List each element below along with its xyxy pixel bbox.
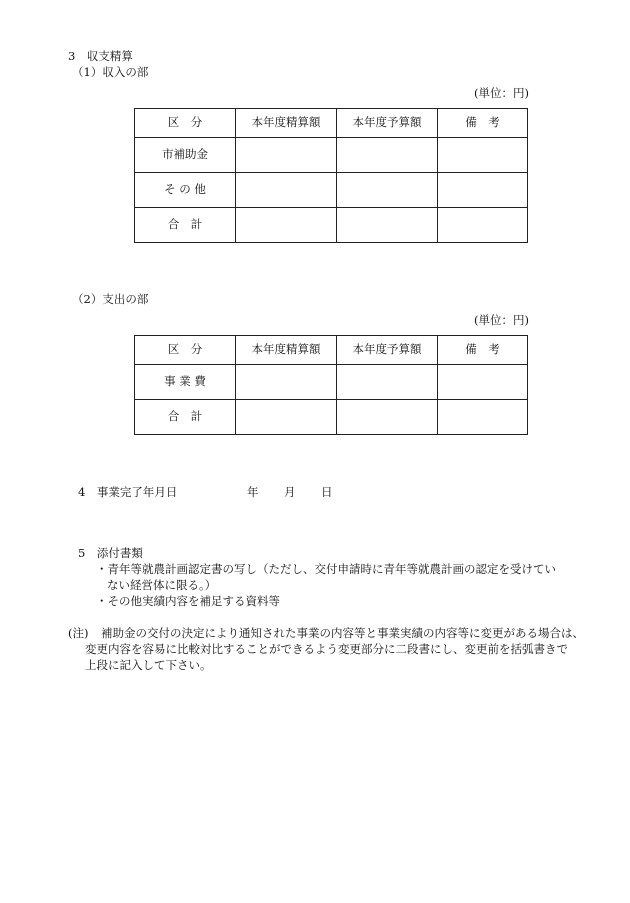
- income-remarks-cell[interactable]: [438, 173, 528, 208]
- expense-col-category: 区 分: [135, 336, 236, 365]
- expense-row-label: 事 業 費: [135, 365, 236, 400]
- income-col-category: 区 分: [135, 109, 236, 138]
- income-settled-cell[interactable]: [236, 208, 337, 243]
- expense-remarks-cell[interactable]: [438, 400, 528, 435]
- section4-heading: 4 事業完了年月日: [78, 485, 178, 499]
- expense-settled-cell[interactable]: [236, 400, 337, 435]
- completion-month-label: 月: [284, 485, 296, 499]
- expense-heading: （2）支出の部: [72, 292, 149, 306]
- income-unit: (単位：円): [474, 86, 529, 100]
- attachment-item-1-line1: ・青年等就農計画認定書の写し（ただし、交付申請時に青年等就農計画の認定を受けてい: [96, 562, 556, 576]
- note-line-2: 変更内容を容易に比較対比することができるよう変更部分に二段書にし、変更前を括弧書きで: [85, 642, 568, 656]
- expense-table: [134, 335, 528, 435]
- attachment-item-2: ・その他実績内容を補足する資料等: [96, 594, 280, 608]
- expense-col-settled: 本年度精算額: [236, 336, 337, 365]
- income-row-label: そ の 他: [135, 173, 236, 208]
- table-row: [135, 173, 528, 208]
- table-row: [135, 138, 528, 173]
- table-row: [135, 365, 528, 400]
- attachment-item-1-line2: ない経営体に限る。）: [107, 578, 217, 592]
- table-row: [135, 400, 528, 435]
- income-heading: （1）収入の部: [72, 65, 149, 79]
- income-row-label: 市補助金: [135, 138, 236, 173]
- income-remarks-cell[interactable]: [438, 138, 528, 173]
- note-line-1: 補助金の交付の決定により通知された事業の内容等と事業実績の内容等に変更がある場合は、: [101, 626, 584, 640]
- expense-settled-cell[interactable]: [236, 365, 337, 400]
- income-col-settled: 本年度精算額: [236, 109, 337, 138]
- section3-heading: 3 収支精算: [68, 49, 133, 63]
- income-table: [134, 108, 528, 243]
- expense-budget-cell[interactable]: [337, 400, 438, 435]
- table-row: [135, 208, 528, 243]
- income-settled-cell[interactable]: [236, 138, 337, 173]
- income-budget-cell[interactable]: [337, 173, 438, 208]
- expense-col-remarks: 備 考: [438, 336, 528, 365]
- expense-row-label: 合 計: [135, 400, 236, 435]
- expense-header-row: [135, 336, 528, 365]
- section5-heading: 5 添付書類: [78, 546, 143, 560]
- income-budget-cell[interactable]: [337, 138, 438, 173]
- expense-col-budget: 本年度予算額: [337, 336, 438, 365]
- income-row-label: 合 計: [135, 208, 236, 243]
- income-settled-cell[interactable]: [236, 173, 337, 208]
- income-col-budget: 本年度予算額: [337, 109, 438, 138]
- completion-year-label: 年: [247, 485, 259, 499]
- expense-unit: (単位：円): [474, 313, 529, 327]
- completion-day-label: 日: [321, 485, 333, 499]
- expense-remarks-cell[interactable]: [438, 365, 528, 400]
- expense-budget-cell[interactable]: [337, 365, 438, 400]
- income-remarks-cell[interactable]: [438, 208, 528, 243]
- income-header-row: [135, 109, 528, 138]
- note-label: (注): [68, 626, 89, 640]
- income-budget-cell[interactable]: [337, 208, 438, 243]
- income-col-remarks: 備 考: [438, 109, 528, 138]
- note-line-3: 上段に記入して下さい。: [85, 658, 212, 672]
